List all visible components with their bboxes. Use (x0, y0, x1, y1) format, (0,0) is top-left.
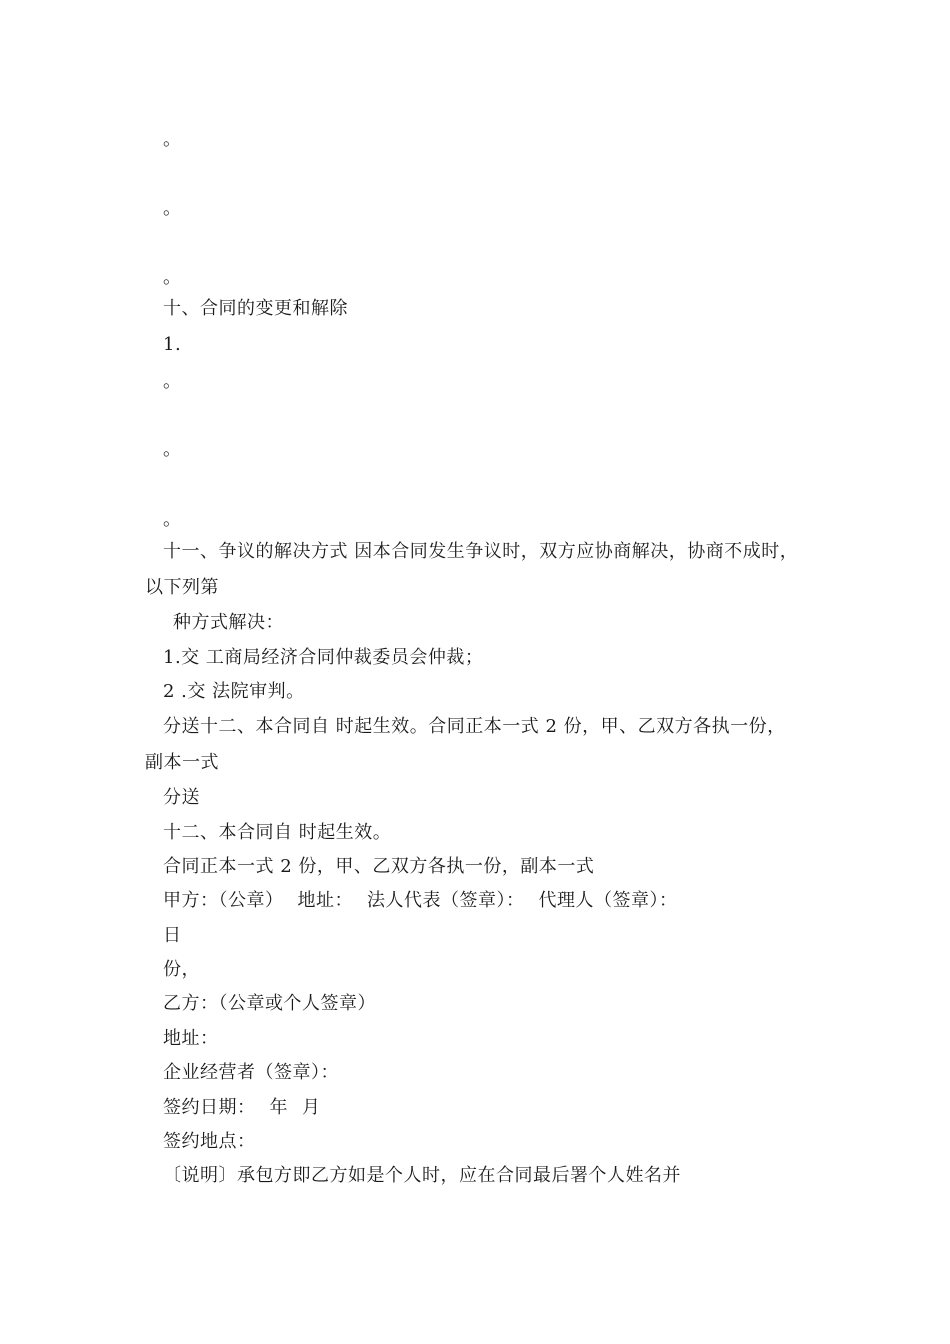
party-a-agent-label: 代理人（签章）： (538, 890, 678, 911)
signature-row-party-a (163, 889, 678, 913)
signing-place-label: 签约地点： (163, 1131, 256, 1152)
text-line: 。 (163, 267, 182, 288)
text-line: 副本一式 (145, 752, 219, 773)
party-b-address-label: 地址： (163, 1028, 219, 1049)
text-line: 分送 (163, 787, 200, 808)
list-item: 1.交 工商局经济合同仲裁委员会仲裁； (163, 647, 484, 668)
text-line: 种方式解决： (173, 612, 284, 633)
text-line: 以下列第 (145, 577, 219, 598)
text-line: 分送十二、本合同自 时起生效。合同正本一式 2 份，甲、乙双方各执一份， (163, 716, 786, 737)
text-line: 合同正本一式 2 份，甲、乙双方各执一份，副本一式 (163, 856, 595, 877)
party-b-seal-label: 乙方：（公章或个人签章） (163, 993, 376, 1014)
text-line: 日 (163, 925, 182, 946)
party-a-address-label: 地址： (297, 890, 353, 911)
section-heading-12: 十二、本合同自 时起生效。 (163, 822, 392, 843)
section-heading-11: 十一、争议的解决方式 因本合同发生争议时，双方应协商解决，协商不成时， (163, 541, 799, 562)
text-line: 份， (163, 959, 200, 980)
section-heading-10: 十、合同的变更和解除 (163, 298, 348, 319)
list-item: 2 .交 法院审判。 (163, 681, 305, 702)
party-b-operator-label: 企业经营者（签章）： (163, 1062, 339, 1083)
list-number: 1. (163, 334, 182, 355)
text-line: 。 (163, 198, 182, 219)
note-text: 〔说明〕承包方即乙方如是个人时，应在合同最后署个人姓名并 (163, 1165, 681, 1186)
year-label: 年 (269, 1097, 288, 1118)
text-line: 。 (163, 371, 182, 392)
signing-date-row (163, 1096, 321, 1120)
month-label: 月 (302, 1097, 321, 1118)
party-a-legal-rep-label: 法人代表（签章）： (367, 890, 525, 911)
signing-date-label: 签约日期： (163, 1097, 256, 1118)
text-line: 。 (163, 509, 182, 530)
text-line: 。 (163, 439, 182, 460)
text-line: 。 (163, 129, 182, 150)
party-a-seal-label: 甲方：（公章） (163, 890, 284, 911)
